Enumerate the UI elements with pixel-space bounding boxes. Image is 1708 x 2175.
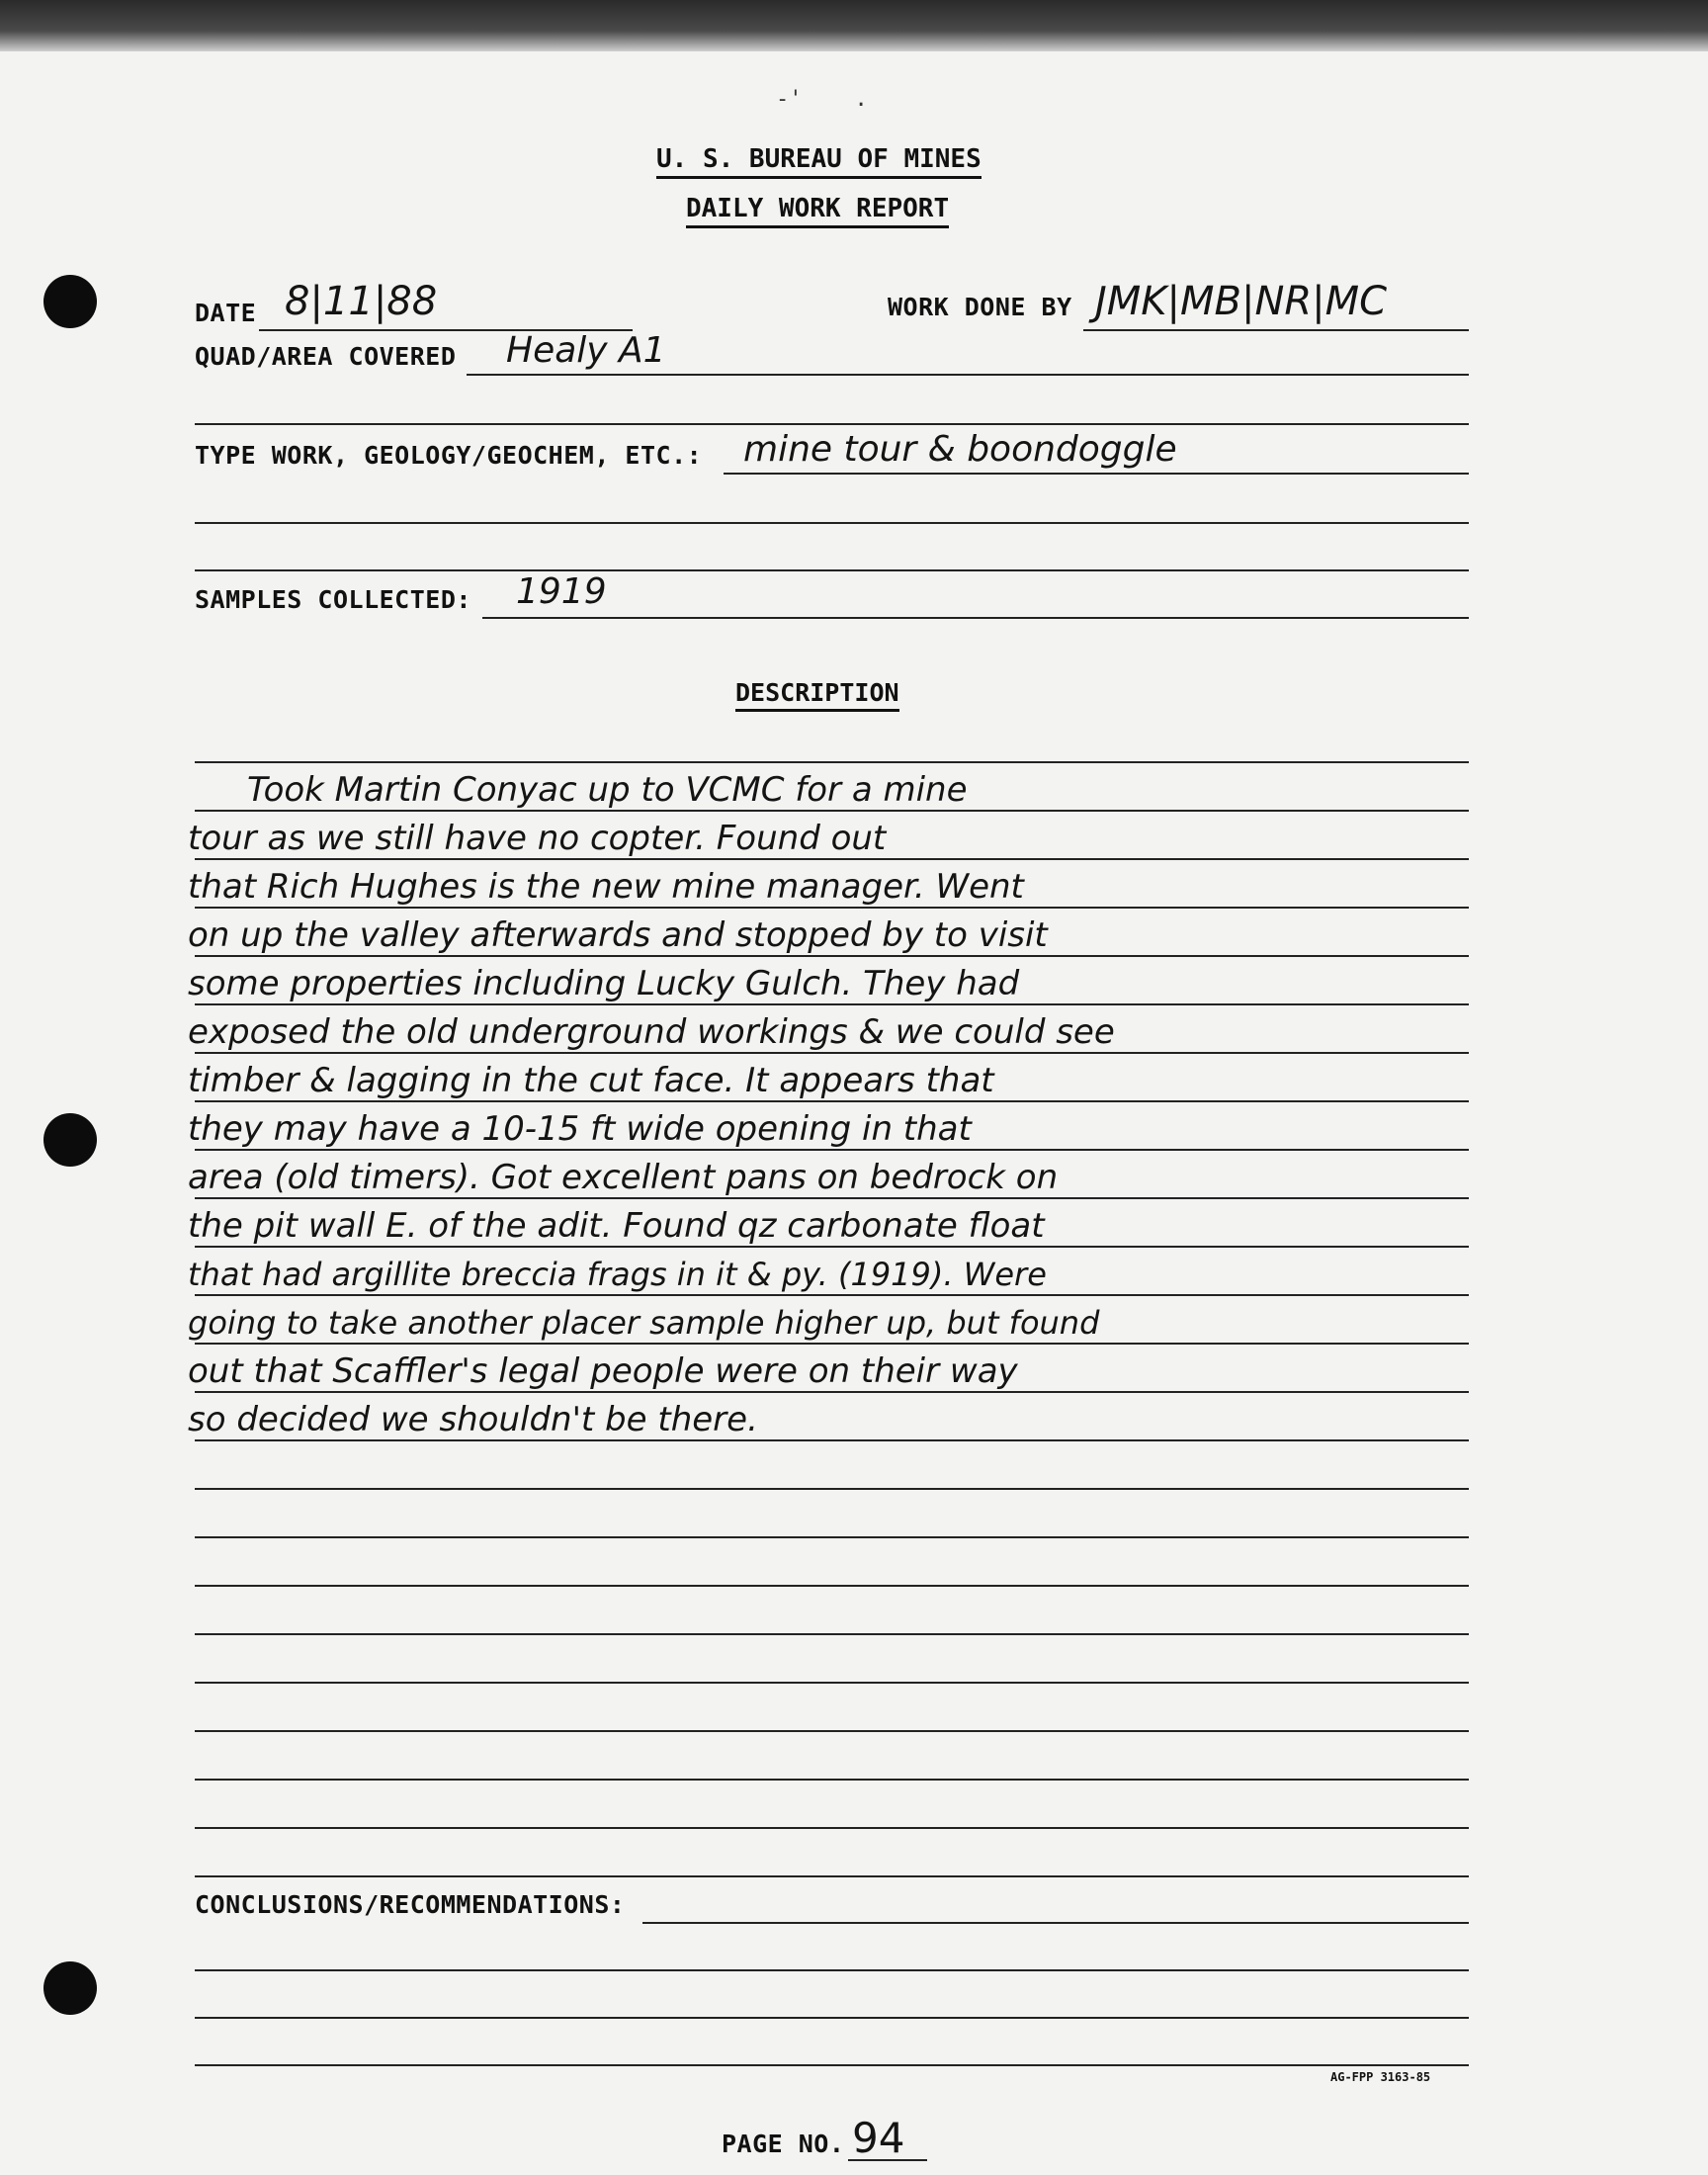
samples-collected-label: SAMPLES COLLECTED: [195, 585, 471, 614]
ruled-line [195, 1730, 1469, 1732]
description-line: tour as we still have no copter. Found out [188, 819, 887, 858]
type-work-value: mine tour & boondoggle [743, 429, 1177, 470]
ruled-line [195, 1585, 1469, 1587]
blank-line [195, 423, 1469, 425]
date-label: DATE [195, 299, 257, 327]
scan-top-edge [0, 0, 1708, 51]
binder-hole-bottom [43, 1961, 97, 2015]
page-number-value: 94 [852, 2114, 905, 2162]
blank-line [195, 522, 1469, 524]
form-number: AG-FPP 3163-85 [1330, 2070, 1431, 2084]
samples-collected-value: 1919 [516, 571, 607, 612]
blank-line [195, 2064, 1469, 2066]
type-work-line [724, 473, 1469, 475]
ruled-line [195, 1633, 1469, 1635]
description-heading: DESCRIPTION [735, 678, 899, 712]
ruled-line [195, 1827, 1469, 1829]
page-number-label: PAGE NO. [722, 2130, 845, 2158]
description-line: on up the valley afterwards and stopped by to visit [188, 915, 1048, 955]
ruled-line [195, 1682, 1469, 1684]
blank-line [195, 1969, 1469, 1971]
description-line: that had argillite breccia frags in it & py. (1919). Were [188, 1256, 1047, 1293]
stray-mark: -' . [776, 87, 868, 112]
work-done-by-line [1083, 329, 1469, 331]
description-line: that Rich Hughes is the new mine manager. Went [188, 867, 1024, 907]
ruled-line [195, 761, 1469, 763]
ruled-line [195, 1488, 1469, 1490]
samples-collected-line [482, 617, 1469, 619]
description-line: they may have a 10-15 ft wide opening in that [188, 1109, 972, 1149]
quad-area-value: Healy A1 [506, 330, 666, 371]
blank-line [195, 569, 1469, 571]
description-line: Took Martin Conyac up to VCMC for a mine [247, 770, 968, 810]
work-done-by-value: JMK|MB|NR|MC [1095, 279, 1388, 324]
ruled-line [195, 1536, 1469, 1538]
quad-area-label: QUAD/AREA COVERED [195, 342, 457, 371]
description-line: timber & lagging in the cut face. It appears that [188, 1061, 994, 1100]
quad-area-line [467, 374, 1469, 376]
binder-hole-top [43, 275, 97, 328]
conclusions-label: CONCLUSIONS/RECOMMENDATIONS: [195, 1890, 626, 1919]
description-line: the pit wall E. of the adit. Found qz carbonate float [188, 1206, 1045, 1246]
description-line: some properties including Lucky Gulch. They had [188, 964, 1020, 1003]
description-line: exposed the old underground workings & we could see [188, 1012, 1115, 1052]
blank-line [195, 2017, 1469, 2019]
ruled-line [195, 1875, 1469, 1877]
date-value: 8|11|88 [285, 279, 438, 324]
description-line: area (old timers). Got excellent pans on bedrock on [188, 1158, 1059, 1197]
type-work-label: TYPE WORK, GEOLOGY/GEOCHEM, ETC.: [195, 441, 703, 470]
conclusions-line [642, 1922, 1469, 1924]
description-line: out that Scaffler's legal people were on their way [188, 1351, 1018, 1391]
description-line: so decided we shouldn't be there. [188, 1400, 758, 1439]
work-done-by-label: WORK DONE BY [888, 293, 1072, 321]
ruled-line [195, 1779, 1469, 1781]
report-title: DAILY WORK REPORT [686, 194, 949, 228]
agency-title: U. S. BUREAU OF MINES [656, 144, 982, 179]
binder-hole-middle [43, 1113, 97, 1167]
description-line: going to take another placer sample higher up, but found [188, 1304, 1100, 1342]
